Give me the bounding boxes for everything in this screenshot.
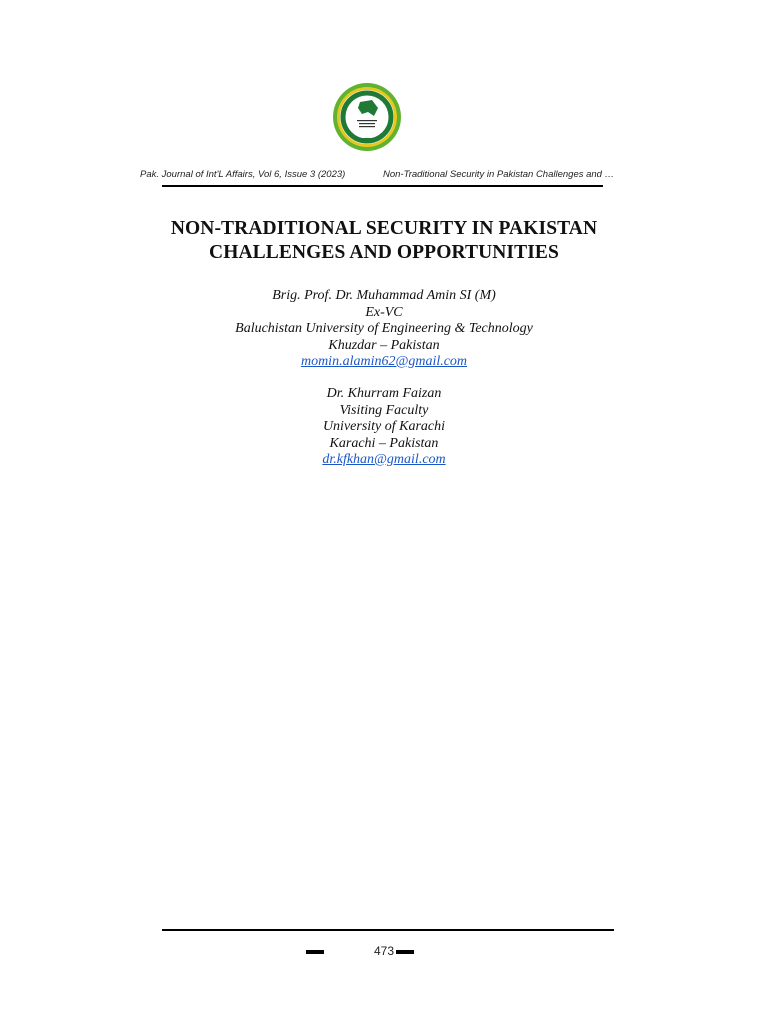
author-block-1 [0, 288, 768, 371]
article-title [0, 217, 768, 265]
footer-rule [162, 929, 614, 931]
header-rule [162, 185, 603, 187]
page-number: 473 [373, 944, 395, 958]
author-position: Ex-VC [365, 304, 403, 320]
article-short-title: Non-Traditional Security in Pakistan Challenges and … [383, 169, 615, 180]
author-location: Karachi – Pakistan [329, 435, 439, 451]
logo-seal-icon [332, 82, 402, 152]
author-name: Dr. Khurram Faizan [326, 386, 442, 401]
page-number-dash-right [396, 950, 414, 954]
society-logo [332, 82, 402, 152]
author-institution: Baluchistan University of Engineering & Technology [235, 321, 533, 336]
journal-citation: Pak. Journal of Int'L Affairs, Vol 6, Issue 3 (2023) [140, 169, 346, 180]
title-line-1: NON-TRADITIONAL SECURITY IN PAKISTAN [170, 218, 598, 239]
author-position: Visiting Faculty [339, 402, 429, 418]
author-email-link[interactable]: momin.alamin62@gmail.com [300, 354, 468, 369]
author-name: Brig. Prof. Dr. Muhammad Amin SI (M) [272, 288, 496, 303]
author-institution: University of Karachi [322, 419, 446, 434]
author-block-2 [0, 386, 768, 469]
title-line-2: CHALLENGES AND OPPORTUNITIES [209, 242, 559, 263]
author-email-link[interactable]: dr.kfkhan@gmail.com [322, 452, 446, 467]
author-location: Khuzdar – Pakistan [328, 337, 440, 353]
